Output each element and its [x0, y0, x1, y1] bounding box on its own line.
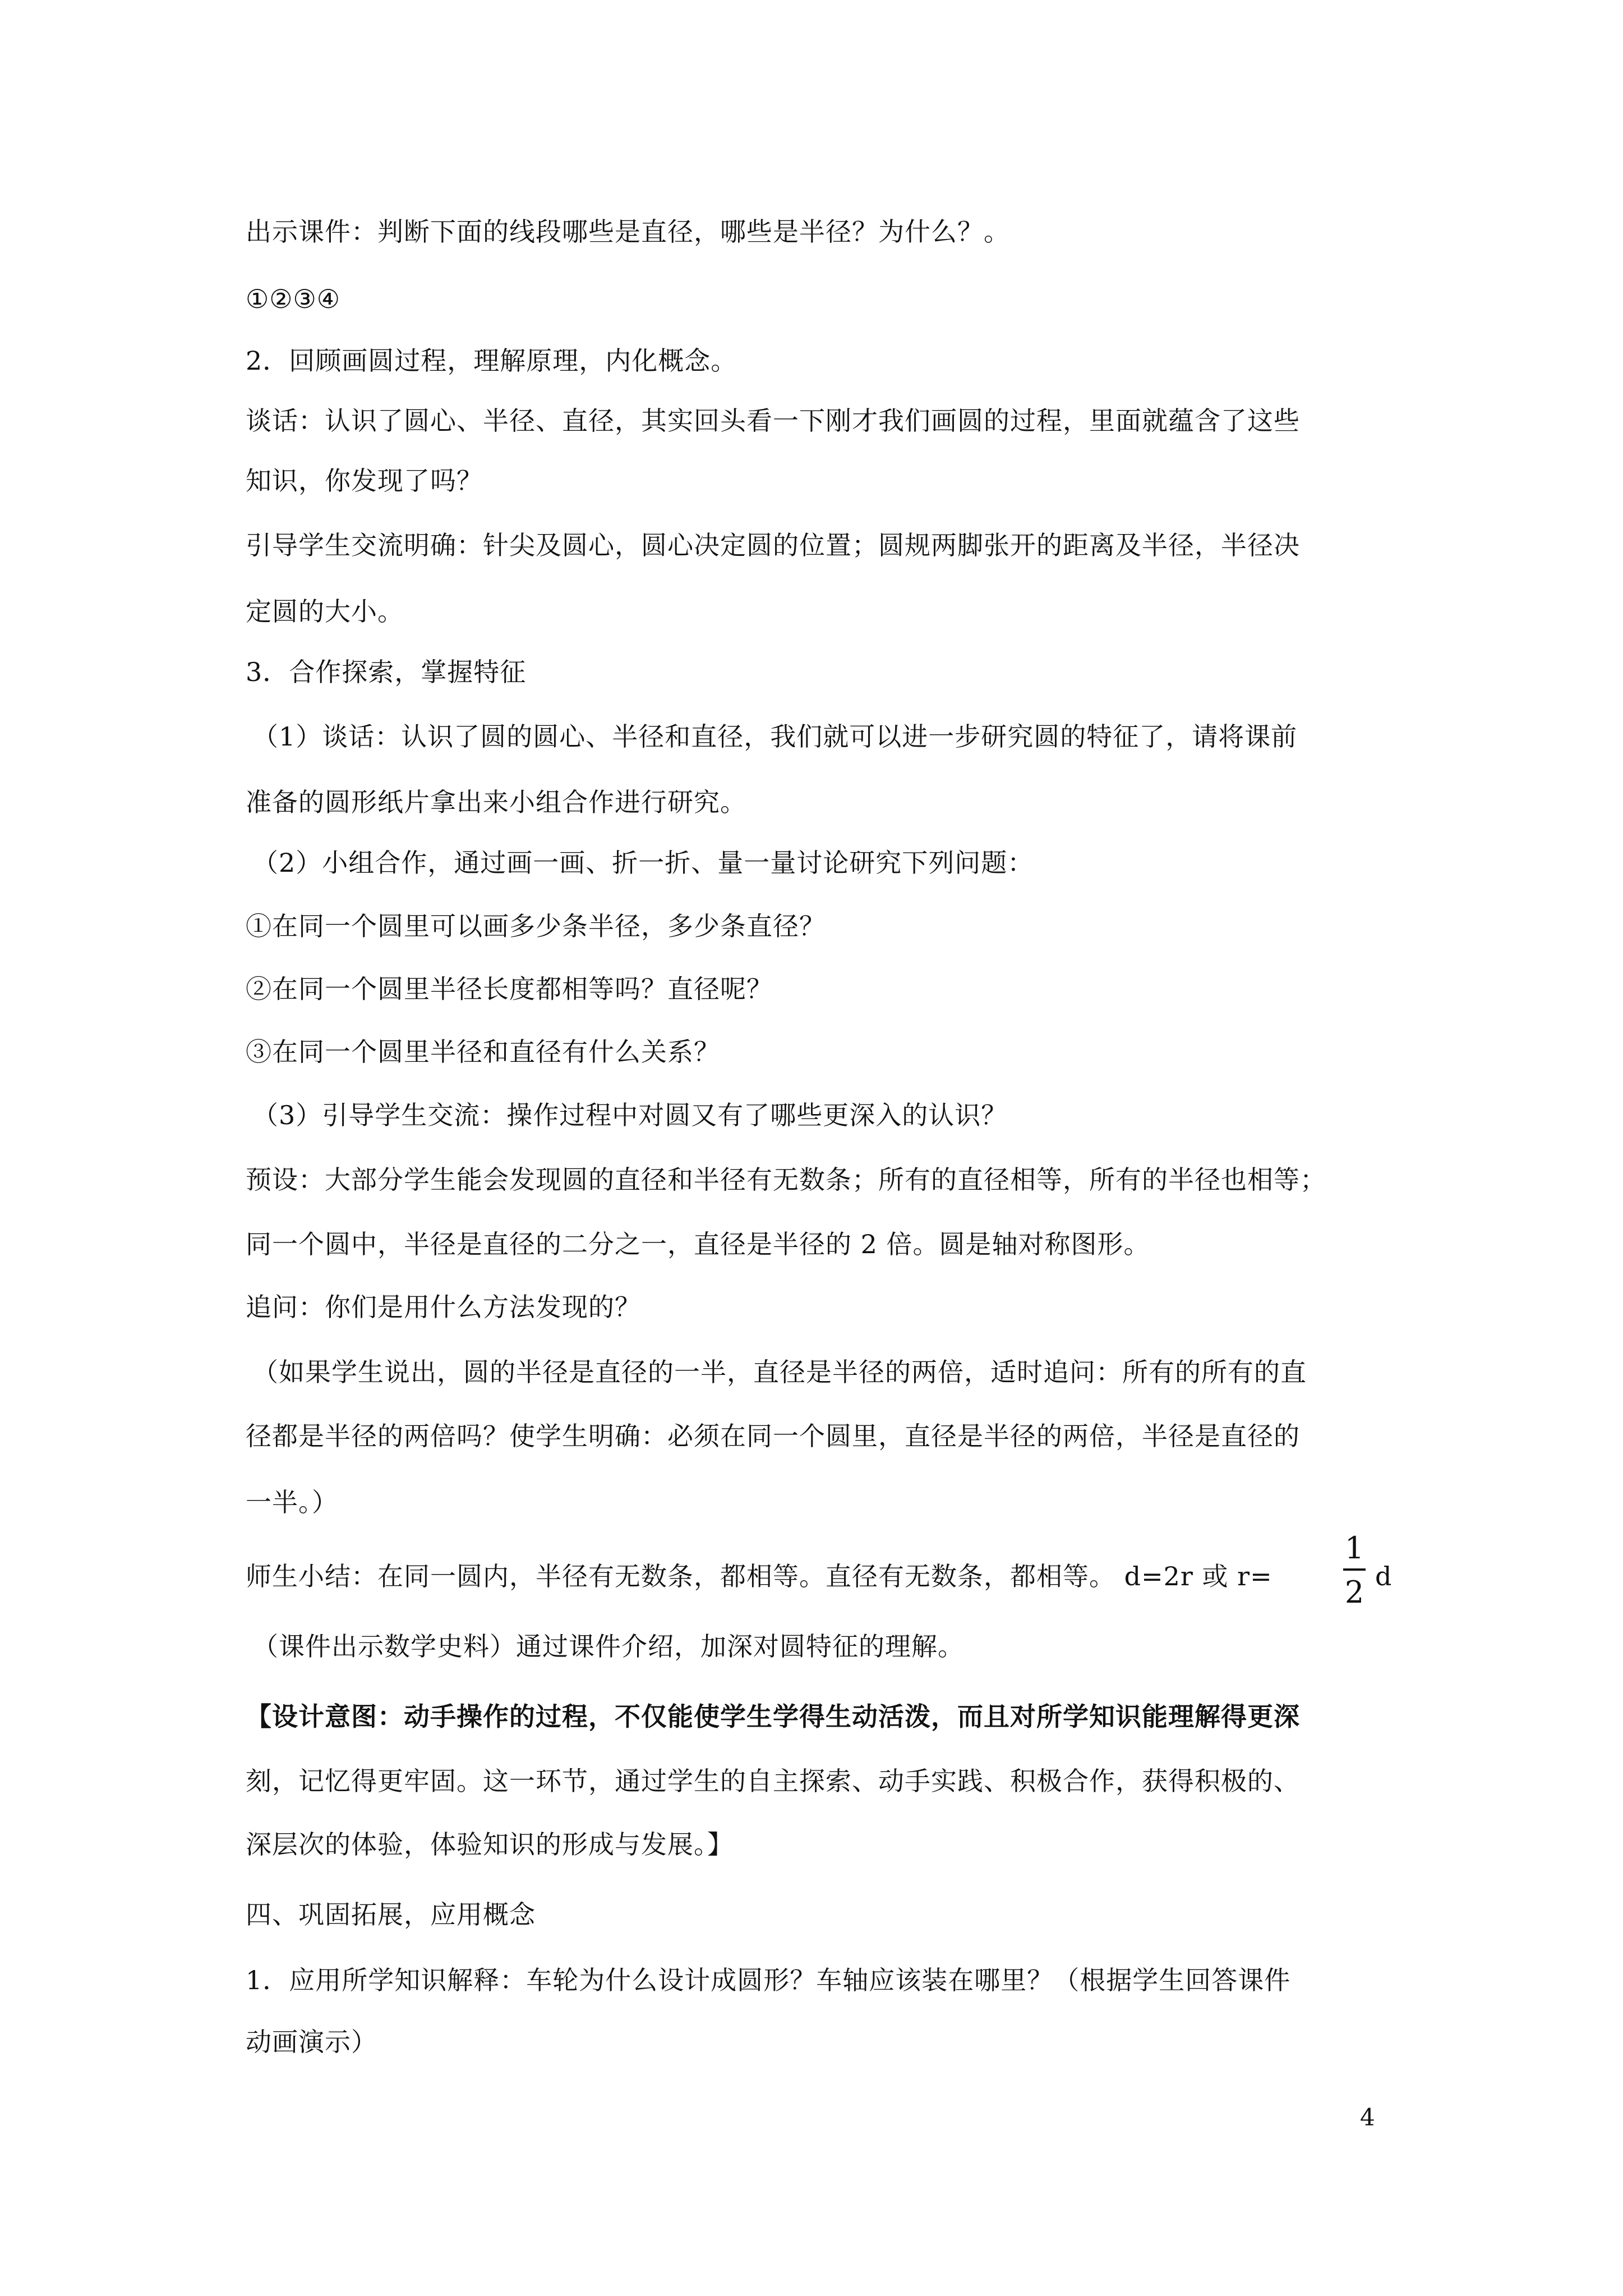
- paragraph-line: 同一个圆中，半径是直径的二分之一，直径是半径的 2 倍。圆是轴对称图形。: [246, 1229, 1150, 1259]
- paragraph-line: 动画演示）: [246, 2027, 377, 2057]
- design-intent-line: 刻，记忆得更牢固。这一环节，通过学生的自主探索、动手实践、积极合作，获得积极的、: [246, 1766, 1300, 1796]
- paragraph-line: 引导学生交流明确：针尖及圆心，圆心决定圆的位置；圆规两脚张开的距离及半径，半径决: [246, 530, 1300, 560]
- fraction-numerator: 1: [1344, 1530, 1364, 1566]
- paragraph-line: ②在同一个圆里半径长度都相等吗？直径呢？: [246, 974, 773, 1004]
- paragraph-line: （如果学生说出，圆的半径是直径的一半，直径是半径的两倍，适时追问：所有的所有的直: [252, 1357, 1307, 1387]
- formula-variable-d: d: [1375, 1561, 1393, 1591]
- paragraph-line: 定圆的大小。: [246, 596, 404, 627]
- paragraph-line: 一半。）: [246, 1487, 338, 1517]
- paragraph-line: ①②③④: [246, 284, 340, 314]
- paragraph-line: 知识，你发现了吗？: [246, 466, 483, 496]
- fraction-bar: [1343, 1568, 1366, 1571]
- paragraph-line: 2．回顾画圆过程，理解原理，内化概念。: [246, 346, 737, 376]
- page-number: 4: [1360, 2104, 1375, 2131]
- paragraph-line: 预设：大部分学生能会发现圆的直径和半径有无数条；所有的直径相等，所有的半径也相等；: [246, 1165, 1326, 1195]
- paragraph-line: 径都是半径的两倍吗？使学生明确：必须在同一个圆里，直径是半径的两倍，半径是直径的: [246, 1421, 1300, 1451]
- paragraph-line: （2）小组合作，通过画一画、折一折、量一量讨论研究下列问题：: [252, 848, 1034, 878]
- paragraph-line: 准备的圆形纸片拿出来小组合作进行研究。: [246, 787, 746, 817]
- section-heading: 四、巩固拓展，应用概念: [246, 1899, 536, 1930]
- paragraph-line: 3．合作探索，掌握特征: [246, 657, 527, 687]
- paragraph-line: 1．应用所学知识解释：车轮为什么设计成圆形？车轴应该装在哪里？（根据学生回答课件: [246, 1965, 1291, 1995]
- fraction-denominator: 2: [1344, 1575, 1364, 1610]
- paragraph-line: （3）引导学生交流：操作过程中对圆又有了哪些更深入的认识？: [252, 1100, 1008, 1130]
- design-intent-line: 【设计意图：动手操作的过程，不仅能使学生学得生动活泼，而且对所学知识能理解得更深: [246, 1701, 1300, 1732]
- paragraph-line: 出示课件：判断下面的线段哪些是直径，哪些是半径？为什么？。: [246, 217, 1010, 247]
- paragraph-line: （课件出示数学史料）通过课件介绍，加深对圆特征的理解。: [252, 1631, 964, 1662]
- design-intent-line: 深层次的体验，体验知识的形成与发展。】: [246, 1829, 734, 1860]
- paragraph-line: （1）谈话：认识了圆的圆心、半径和直径，我们就可以进一步研究圆的特征了，请将课前: [252, 721, 1298, 752]
- paragraph-line: ③在同一个圆里半径和直径有什么关系？: [246, 1037, 720, 1067]
- paragraph-line: 谈话：认识了圆心、半径、直径，其实回头看一下刚才我们画圆的过程，里面就蕴含了这些: [246, 406, 1300, 436]
- paragraph-line: ①在同一个圆里可以画多少条半径，多少条直径？: [246, 911, 826, 941]
- paragraph-line: 追问：你们是用什么方法发现的？: [246, 1292, 641, 1322]
- summary-line: 师生小结：在同一圆内，半径有无数条，都相等。直径有无数条，都相等。 d=2r 或 r=: [246, 1561, 1272, 1591]
